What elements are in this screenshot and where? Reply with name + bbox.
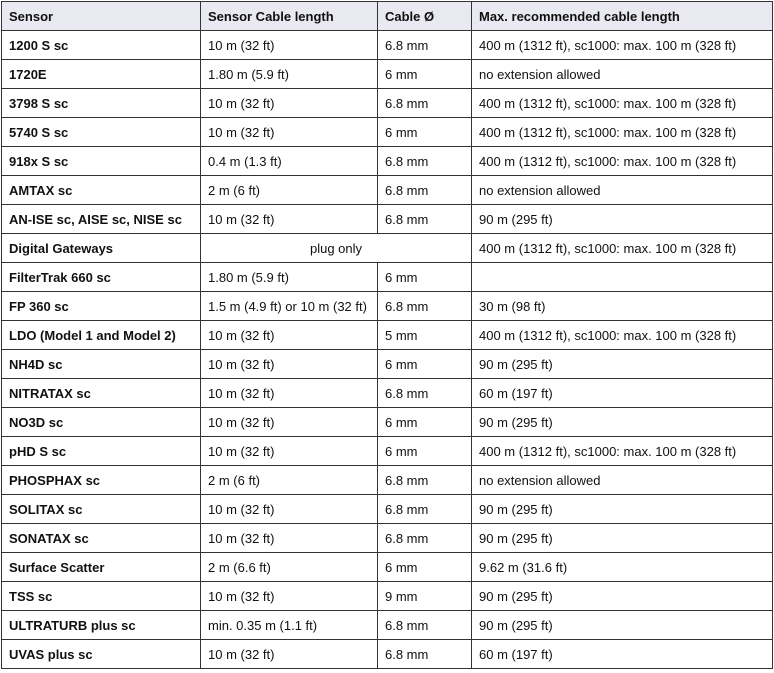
table-row [2,234,773,263]
max-length-cell: 400 m (1312 ft), sc1000: max. 100 m (328 ft) [472,89,773,118]
max-length-cell: 400 m (1312 ft), sc1000: max. 100 m (328 ft) [472,31,773,60]
max-length-cell: no extension allowed [472,466,773,495]
table-row [2,466,773,495]
header-row [2,2,773,31]
cable-diameter-cell: 6 mm [378,553,472,582]
cable-diameter-cell: 6.8 mm [378,89,472,118]
cable-diameter-cell: 6 mm [378,437,472,466]
max-length-cell: 9.62 m (31.6 ft) [472,553,773,582]
sensor-name-cell: FP 360 sc [2,292,201,321]
cable-length-cell: 10 m (32 ft) [201,379,378,408]
table-row [2,89,773,118]
table-row [2,611,773,640]
cable-diameter-cell: 6.8 mm [378,495,472,524]
merged-cable-cell: plug only [201,234,472,263]
max-length-cell: 90 m (295 ft) [472,582,773,611]
sensor-name-cell: TSS sc [2,582,201,611]
cable-diameter-cell: 6 mm [378,350,472,379]
cable-diameter-cell: 6.8 mm [378,611,472,640]
header-max-length: Max. recommended cable length [472,2,773,31]
cable-length-cell: 10 m (32 ft) [201,582,378,611]
table-row [2,437,773,466]
max-length-cell: no extension allowed [472,176,773,205]
header-cable-length: Sensor Cable length [201,2,378,31]
cable-length-cell: 10 m (32 ft) [201,118,378,147]
cable-length-cell: 10 m (32 ft) [201,640,378,669]
table-row [2,524,773,553]
cable-diameter-cell: 6.8 mm [378,205,472,234]
max-length-cell: 400 m (1312 ft), sc1000: max. 100 m (328 ft) [472,234,773,263]
sensor-name-cell: NITRATAX sc [2,379,201,408]
max-length-cell: 400 m (1312 ft), sc1000: max. 100 m (328 ft) [472,437,773,466]
table-row [2,553,773,582]
table-row [2,147,773,176]
cable-length-cell: 1.5 m (4.9 ft) or 10 m (32 ft) [201,292,378,321]
cable-diameter-cell: 6 mm [378,408,472,437]
cable-length-cell: 1.80 m (5.9 ft) [201,263,378,292]
max-length-cell [472,263,773,292]
cable-length-cell: 10 m (32 ft) [201,524,378,553]
max-length-cell: 90 m (295 ft) [472,611,773,640]
cable-length-cell: 10 m (32 ft) [201,321,378,350]
sensor-name-cell: 918x S sc [2,147,201,176]
cable-diameter-cell: 6.8 mm [378,466,472,495]
sensor-name-cell: Digital Gateways [2,234,201,263]
cable-length-cell: 10 m (32 ft) [201,350,378,379]
max-length-cell: 400 m (1312 ft), sc1000: max. 100 m (328 ft) [472,118,773,147]
sensor-name-cell: 3798 S sc [2,89,201,118]
cable-diameter-cell: 6.8 mm [378,31,472,60]
cable-diameter-cell: 9 mm [378,582,472,611]
sensor-cable-table [1,1,773,669]
cable-diameter-cell: 5 mm [378,321,472,350]
sensor-name-cell: SOLITAX sc [2,495,201,524]
table-row [2,640,773,669]
table-row [2,321,773,350]
table-row [2,60,773,89]
table-row [2,350,773,379]
table-row [2,205,773,234]
sensor-name-cell: SONATAX sc [2,524,201,553]
cable-length-cell: 2 m (6 ft) [201,466,378,495]
max-length-cell: 90 m (295 ft) [472,205,773,234]
header-cable-diameter: Cable Ø [378,2,472,31]
max-length-cell: no extension allowed [472,60,773,89]
sensor-name-cell: PHOSPHAX sc [2,466,201,495]
cable-diameter-cell: 6 mm [378,263,472,292]
table-row [2,408,773,437]
sensor-name-cell: NO3D sc [2,408,201,437]
cable-length-cell: 0.4 m (1.3 ft) [201,147,378,176]
max-length-cell: 60 m (197 ft) [472,379,773,408]
table-body [2,31,773,669]
sensor-name-cell: FilterTrak 660 sc [2,263,201,292]
sensor-name-cell: 5740 S sc [2,118,201,147]
cable-diameter-cell: 6 mm [378,60,472,89]
sensor-name-cell: 1200 S sc [2,31,201,60]
table-row [2,118,773,147]
cable-diameter-cell: 6.8 mm [378,292,472,321]
cable-length-cell: 10 m (32 ft) [201,437,378,466]
sensor-name-cell: 1720E [2,60,201,89]
table-row [2,263,773,292]
cable-length-cell: 10 m (32 ft) [201,408,378,437]
cable-length-cell: 10 m (32 ft) [201,89,378,118]
table-row [2,582,773,611]
sensor-name-cell: UVAS plus sc [2,640,201,669]
cable-diameter-cell: 6.8 mm [378,524,472,553]
cable-length-cell: 10 m (32 ft) [201,495,378,524]
max-length-cell: 30 m (98 ft) [472,292,773,321]
table-row [2,176,773,205]
sensor-name-cell: pHD S sc [2,437,201,466]
cable-diameter-cell: 6.8 mm [378,176,472,205]
cable-length-cell: 1.80 m (5.9 ft) [201,60,378,89]
cable-diameter-cell: 6.8 mm [378,640,472,669]
cable-diameter-cell: 6 mm [378,118,472,147]
cable-diameter-cell: 6.8 mm [378,379,472,408]
cable-diameter-cell: 6.8 mm [378,147,472,176]
max-length-cell: 90 m (295 ft) [472,524,773,553]
cable-length-cell: 10 m (32 ft) [201,205,378,234]
max-length-cell: 90 m (295 ft) [472,495,773,524]
max-length-cell: 60 m (197 ft) [472,640,773,669]
sensor-name-cell: AMTAX sc [2,176,201,205]
table-row [2,292,773,321]
max-length-cell: 400 m (1312 ft), sc1000: max. 100 m (328 ft) [472,147,773,176]
sensor-name-cell: AN-ISE sc, AISE sc, NISE sc [2,205,201,234]
table-row [2,495,773,524]
sensor-name-cell: LDO (Model 1 and Model 2) [2,321,201,350]
sensor-name-cell: NH4D sc [2,350,201,379]
max-length-cell: 90 m (295 ft) [472,350,773,379]
sensor-name-cell: ULTRATURB plus sc [2,611,201,640]
cable-length-cell: 2 m (6.6 ft) [201,553,378,582]
table-row [2,379,773,408]
max-length-cell: 400 m (1312 ft), sc1000: max. 100 m (328 ft) [472,321,773,350]
table-row [2,31,773,60]
max-length-cell: 90 m (295 ft) [472,408,773,437]
cable-length-cell: 2 m (6 ft) [201,176,378,205]
cable-length-cell: min. 0.35 m (1.1 ft) [201,611,378,640]
header-sensor: Sensor [2,2,201,31]
sensor-name-cell: Surface Scatter [2,553,201,582]
cable-length-cell: 10 m (32 ft) [201,31,378,60]
